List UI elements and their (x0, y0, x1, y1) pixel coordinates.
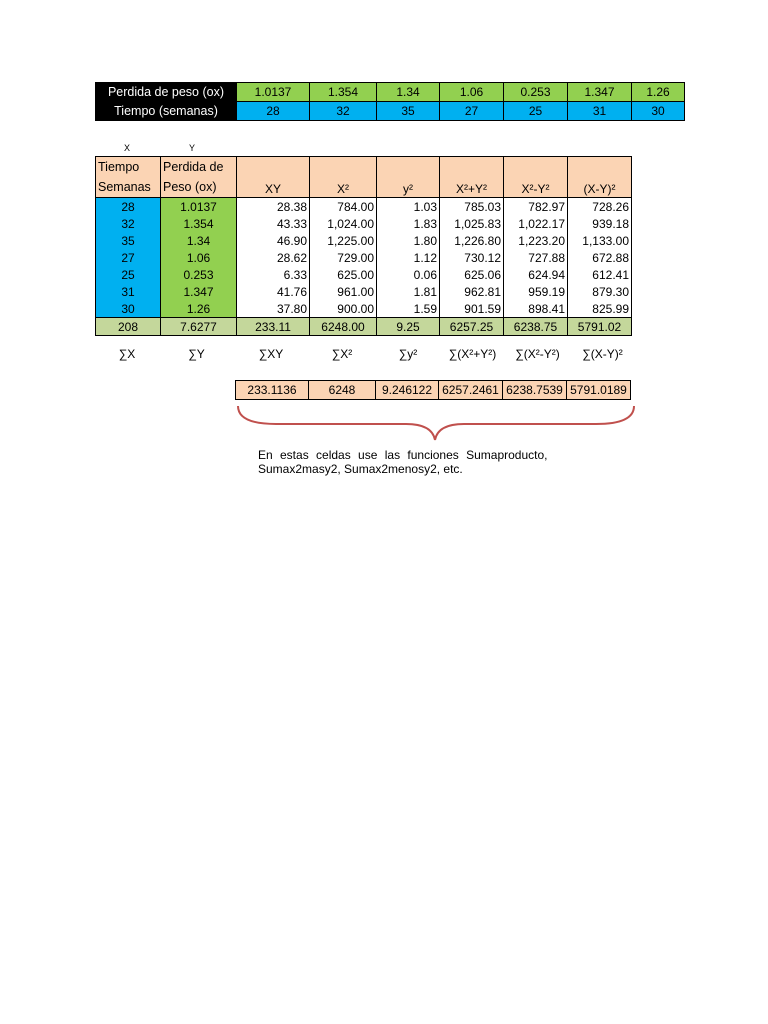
sum-label: ∑X (118, 347, 136, 361)
x-minus-y-squared-cell[interactable]: 1,133.00 (568, 232, 632, 249)
time-cell[interactable]: 30 (632, 102, 685, 121)
header-x2[interactable]: X² (310, 157, 377, 198)
weight-loss-cell[interactable]: 1.354 (310, 83, 377, 102)
weight-loss-row (96, 83, 685, 102)
header-perdida-line: Perdida de (163, 160, 224, 174)
x2-plus-y2-cell[interactable]: 785.03 (440, 198, 504, 216)
note-line-1: En estas celdas use las funciones Sumaproducto, (258, 448, 548, 462)
x-minus-y-squared-cell[interactable]: 939.18 (568, 215, 632, 232)
x-minus-y-squared-cell[interactable]: 612.41 (568, 266, 632, 283)
sum-label: ∑XY (258, 347, 284, 361)
totals-row (96, 318, 632, 336)
x2-cell[interactable]: 900.00 (310, 300, 377, 318)
x2-minus-y2-cell[interactable]: 898.41 (504, 300, 568, 318)
sum-label: ∑y² (398, 347, 418, 361)
x2-cell[interactable]: 961.00 (310, 283, 377, 300)
sum-label: ∑(X²-Y²) (515, 347, 560, 361)
time-cell[interactable]: 25 (504, 102, 568, 121)
y-column-letter: Y (188, 143, 195, 153)
xy-cell[interactable]: 46.90 (237, 232, 310, 249)
y2-cell[interactable]: 1.83 (377, 215, 440, 232)
header-x-minus-y-squared[interactable]: (X-Y)² (568, 157, 632, 198)
instruction-note (258, 448, 558, 476)
x-minus-y-squared-cell[interactable]: 672.88 (568, 249, 632, 266)
header-x2-plus-y2[interactable]: X²+Y² (440, 157, 504, 198)
x-cell[interactable]: 35 (96, 232, 161, 249)
header-xy[interactable]: XY (237, 157, 310, 198)
y-cell[interactable]: 1.347 (161, 283, 237, 300)
time-cell[interactable]: 28 (237, 102, 310, 121)
result-sumax2menosy2[interactable]: 6238.7539 (503, 381, 567, 400)
table-row (96, 249, 632, 266)
x2-plus-y2-cell[interactable]: 1,025.83 (440, 215, 504, 232)
weight-loss-cell[interactable]: 0.253 (504, 83, 568, 102)
x-cell[interactable]: 27 (96, 249, 161, 266)
x2-plus-y2-cell[interactable]: 962.81 (440, 283, 504, 300)
header-x2-minus-y2[interactable]: X²-Y² (504, 157, 568, 198)
weight-loss-label[interactable]: Perdida de peso (ox) (96, 83, 237, 102)
weight-loss-cell[interactable]: 1.34 (377, 83, 440, 102)
y2-cell[interactable]: 1.59 (377, 300, 440, 318)
header-tiempo-semanas[interactable] (96, 157, 161, 198)
table-row (96, 283, 632, 300)
sum-labels-row (95, 345, 635, 363)
x2-plus-y2-cell[interactable]: 730.12 (440, 249, 504, 266)
y2-cell[interactable]: 1.03 (377, 198, 440, 216)
x-cell[interactable]: 25 (96, 266, 161, 283)
xy-cell[interactable]: 41.76 (237, 283, 310, 300)
x-cell[interactable]: 31 (96, 283, 161, 300)
header-perdida-peso[interactable] (161, 157, 237, 198)
table-row (96, 215, 632, 232)
time-label[interactable]: Tiempo (semanas) (96, 102, 237, 121)
y2-cell[interactable]: 1.80 (377, 232, 440, 249)
time-cell[interactable]: 31 (568, 102, 632, 121)
x2-minus-y2-cell[interactable]: 959.19 (504, 283, 568, 300)
y2-cell[interactable]: 1.81 (377, 283, 440, 300)
header-row (96, 157, 632, 198)
weight-loss-cell[interactable]: 1.347 (568, 83, 632, 102)
x-minus-y-squared-cell[interactable]: 879.30 (568, 283, 632, 300)
x2-plus-y2-cell[interactable]: 901.59 (440, 300, 504, 318)
x-cell[interactable]: 28 (96, 198, 161, 216)
data-input-table (95, 82, 685, 121)
total-x2-plus-y2-cell[interactable]: 6257.25 (440, 318, 504, 336)
calculation-table (95, 156, 632, 336)
x-cell[interactable]: 32 (96, 215, 161, 232)
xy-cell[interactable]: 28.38 (237, 198, 310, 216)
x2-minus-y2-cell[interactable]: 1,022.17 (504, 215, 568, 232)
total-x2-cell[interactable]: 6248.00 (310, 318, 377, 336)
x2-minus-y2-cell[interactable]: 1,223.20 (504, 232, 568, 249)
sum-label: ∑(X²+Y²) (448, 347, 497, 361)
weight-loss-cell[interactable]: 1.06 (440, 83, 504, 102)
time-cell[interactable]: 32 (310, 102, 377, 121)
function-results-row (235, 380, 631, 400)
table-row (96, 300, 632, 318)
total-x-cell[interactable]: 208 (96, 318, 161, 336)
x2-cell[interactable]: 784.00 (310, 198, 377, 216)
xy-cell[interactable]: 6.33 (237, 266, 310, 283)
y-cell[interactable]: 1.0137 (161, 198, 237, 216)
y2-cell[interactable]: 0.06 (377, 266, 440, 283)
header-tiempo-line: Tiempo (98, 160, 140, 174)
weight-loss-cell[interactable]: 1.0137 (237, 83, 310, 102)
total-y2-cell[interactable]: 9.25 (377, 318, 440, 336)
result-sum-y2[interactable]: 9.246122 (376, 381, 439, 400)
x2-cell[interactable]: 1,024.00 (310, 215, 377, 232)
y-cell[interactable]: 0.253 (161, 266, 237, 283)
sum-label: ∑X² (331, 347, 353, 361)
result-sumax2masy2[interactable]: 6257.2461 (439, 381, 503, 400)
xy-cell[interactable]: 37.80 (237, 300, 310, 318)
x-minus-y-squared-cell[interactable]: 728.26 (568, 198, 632, 216)
header-semanas-line: Semanas (98, 180, 151, 194)
header-y2[interactable]: y² (377, 157, 440, 198)
curly-brace-shape (236, 402, 638, 444)
result-sumaproducto-xy[interactable]: 233.1136 (236, 381, 309, 400)
x2-cell[interactable]: 729.00 (310, 249, 377, 266)
xy-cell[interactable]: 43.33 (237, 215, 310, 232)
x2-minus-y2-cell[interactable]: 624.94 (504, 266, 568, 283)
x-column-letter: X (123, 143, 130, 153)
time-cell[interactable]: 27 (440, 102, 504, 121)
x2-plus-y2-cell[interactable]: 1,226.80 (440, 232, 504, 249)
header-peso-line: Peso (ox) (163, 180, 217, 194)
time-row (96, 102, 685, 121)
y-cell[interactable]: 1.06 (161, 249, 237, 266)
table-row (96, 198, 632, 216)
y2-cell[interactable]: 1.12 (377, 249, 440, 266)
time-cell[interactable]: 35 (377, 102, 440, 121)
x-cell[interactable]: 30 (96, 300, 161, 318)
table-row (96, 266, 632, 283)
x2-minus-y2-cell[interactable]: 727.88 (504, 249, 568, 266)
weight-loss-cell[interactable]: 1.26 (632, 83, 685, 102)
x2-plus-y2-cell[interactable]: 625.06 (440, 266, 504, 283)
sum-label: ∑(X-Y)² (582, 347, 623, 361)
result-sum-x-minus-y-squared[interactable]: 5791.0189 (567, 381, 631, 400)
y-cell[interactable]: 1.34 (161, 232, 237, 249)
note-line-2: Sumax2masy2, Sumax2menosy2, etc. (258, 462, 463, 476)
total-x-minus-y-squared-cell[interactable]: 5791.02 (568, 318, 632, 336)
result-sum-x2[interactable]: 6248 (309, 381, 376, 400)
table-row (96, 232, 632, 249)
total-x2-minus-y2-cell[interactable]: 6238.75 (504, 318, 568, 336)
xy-cell[interactable]: 28.62 (237, 249, 310, 266)
total-y-cell[interactable]: 7.6277 (161, 318, 237, 336)
y-cell[interactable]: 1.26 (161, 300, 237, 318)
sum-label: ∑Y (188, 347, 205, 361)
x2-cell[interactable]: 625.00 (310, 266, 377, 283)
x-minus-y-squared-cell[interactable]: 825.99 (568, 300, 632, 318)
total-xy-cell[interactable]: 233.11 (237, 318, 310, 336)
x2-cell[interactable]: 1,225.00 (310, 232, 377, 249)
x2-minus-y2-cell[interactable]: 782.97 (504, 198, 568, 216)
y-cell[interactable]: 1.354 (161, 215, 237, 232)
